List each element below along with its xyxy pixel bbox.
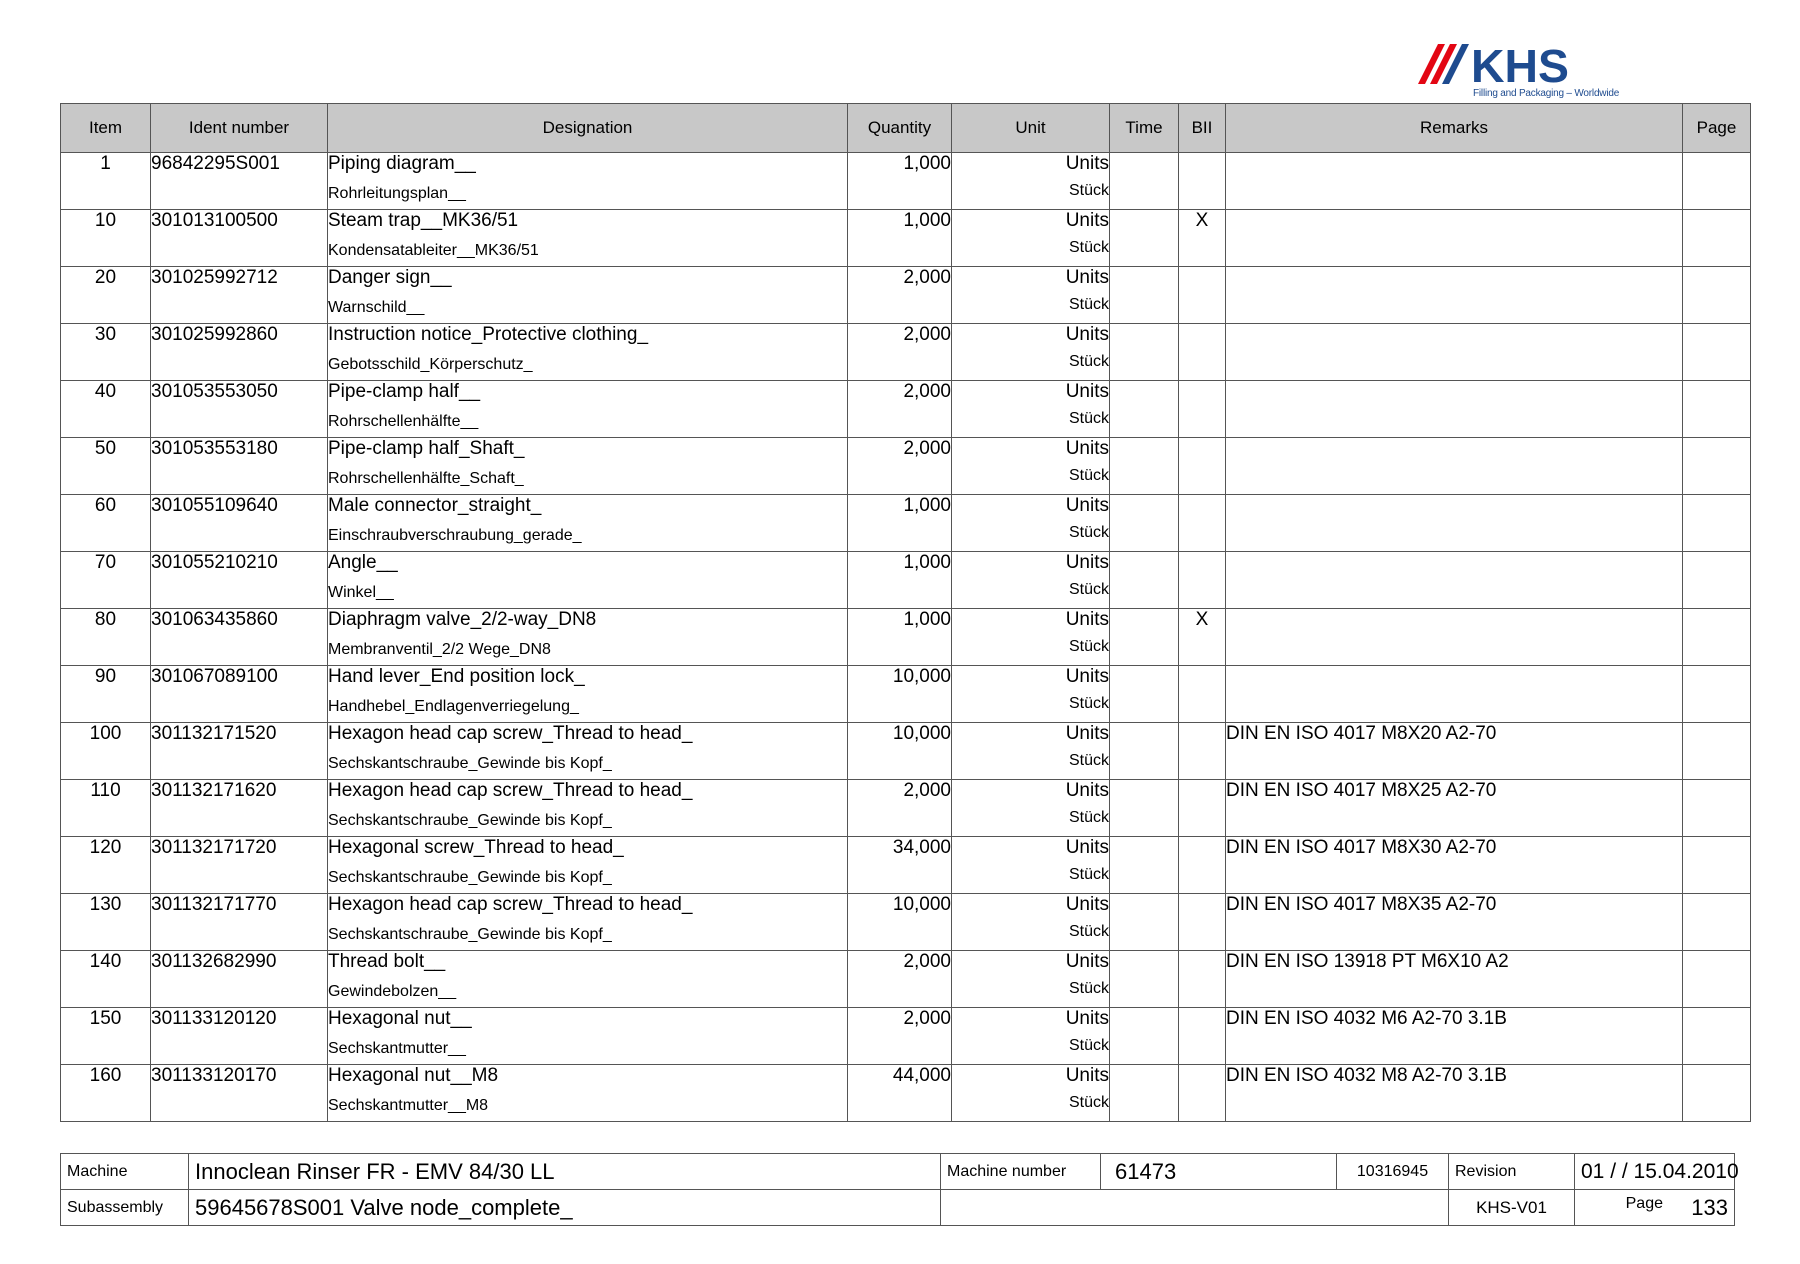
table-body [61, 153, 1751, 1122]
header-remarks: Remarks [1226, 104, 1683, 153]
subassembly-label: Subassembly [61, 1190, 189, 1226]
title-block-row-machine [61, 1154, 1735, 1190]
unit-cell [952, 894, 1110, 951]
unit-cell [952, 951, 1110, 1008]
unit-german: Stück [1068, 239, 1109, 256]
page-ref-cell [1683, 1065, 1751, 1122]
designation-english: Pipe-clamp half_Shaft_ [328, 438, 525, 459]
unit-cell [952, 381, 1110, 438]
quantity: 1,000 [848, 495, 952, 552]
unit-german: Stück [1068, 695, 1109, 712]
designation-english: Hexagon head cap screw_Thread to head_ [328, 723, 693, 744]
unit-english: Units [1065, 552, 1109, 573]
unit-english: Units [1065, 1065, 1109, 1086]
page-ref-cell [1683, 609, 1751, 666]
bll-mark [1179, 723, 1226, 780]
designation-cell [328, 267, 848, 324]
page-ref-cell [1683, 837, 1751, 894]
designation-german: Kondensatableiter__MK36/51 [328, 242, 539, 259]
unit-german: Stück [1068, 1094, 1109, 1111]
unit-english: Units [1065, 153, 1109, 174]
time-cell [1110, 438, 1179, 495]
remarks [1226, 438, 1683, 495]
designation-german: Sechskantmutter__ [328, 1040, 466, 1057]
ident-number: 301013100500 [151, 210, 328, 267]
table-row [61, 495, 1751, 552]
time-cell [1110, 723, 1179, 780]
designation-cell [328, 552, 848, 609]
page-ref-cell [1683, 894, 1751, 951]
title-block-row-subassembly [61, 1190, 1735, 1226]
designation-german: Membranventil_2/2 Wege_DN8 [328, 641, 551, 658]
time-cell [1110, 666, 1179, 723]
time-cell [1110, 1065, 1179, 1122]
item-number: 140 [61, 951, 151, 1008]
remarks: DIN EN ISO 4017 M8X20 A2-70 [1226, 723, 1683, 780]
ident-number: 301133120170 [151, 1065, 328, 1122]
table-row [61, 951, 1751, 1008]
designation-english: Thread bolt__ [328, 951, 446, 972]
ident-number: 301133120120 [151, 1008, 328, 1065]
remarks [1226, 666, 1683, 723]
unit-english: Units [1065, 609, 1109, 630]
title-block [60, 1153, 1739, 1226]
bll-mark [1179, 267, 1226, 324]
unit-english: Units [1065, 837, 1109, 858]
remarks [1226, 495, 1683, 552]
unit-english: Units [1065, 1008, 1109, 1029]
table-row [61, 894, 1751, 951]
logo-tagline: Filling and Packaging – Worldwide [1473, 88, 1620, 99]
time-cell [1110, 153, 1179, 210]
remarks [1226, 153, 1683, 210]
subassembly-value: 59645678S001 Valve node_complete_ [189, 1190, 941, 1226]
unit-german: Stück [1068, 866, 1109, 883]
unit-english: Units [1065, 951, 1109, 972]
ident-number: 301132171620 [151, 780, 328, 837]
item-number: 110 [61, 780, 151, 837]
page-ref-cell [1683, 780, 1751, 837]
item-number: 100 [61, 723, 151, 780]
designation-cell [328, 780, 848, 837]
table-row [61, 609, 1751, 666]
ident-number: 301132171520 [151, 723, 328, 780]
quantity: 2,000 [848, 780, 952, 837]
unit-english: Units [1065, 723, 1109, 744]
bll-mark [1179, 495, 1226, 552]
page-number: 133 [1691, 1194, 1728, 1220]
unit-german: Stück [1068, 923, 1109, 940]
quantity: 2,000 [848, 324, 952, 381]
page-label: Page [1625, 1194, 1663, 1212]
designation-cell [328, 438, 848, 495]
unit-cell [952, 780, 1110, 837]
unit-cell [952, 837, 1110, 894]
page-ref-cell [1683, 210, 1751, 267]
table-row [61, 1008, 1751, 1065]
time-cell [1110, 780, 1179, 837]
designation-german: Sechskantschraube_Gewinde bis Kopf_ [328, 926, 612, 943]
remarks [1226, 267, 1683, 324]
table-row [61, 837, 1751, 894]
bll-mark [1179, 438, 1226, 495]
designation-english: Hexagonal screw_Thread to head_ [328, 837, 624, 858]
unit-german: Stück [1068, 353, 1109, 370]
unit-cell [952, 1065, 1110, 1122]
bll-mark [1179, 552, 1226, 609]
designation-english: Hexagonal nut__ [328, 1008, 472, 1029]
unit-english: Units [1065, 495, 1109, 516]
quantity: 1,000 [848, 609, 952, 666]
designation-german: Handhebel_Endlagenverriegelung_ [328, 698, 579, 715]
header-designation: Designation [328, 104, 848, 153]
quantity: 44,000 [848, 1065, 952, 1122]
designation-english: Hexagon head cap screw_Thread to head_ [328, 894, 693, 915]
khs-logo [1418, 40, 1628, 104]
revision-label: Revision [1449, 1154, 1575, 1190]
logo-text: KHS [1471, 40, 1569, 90]
remarks: DIN EN ISO 4032 M8 A2-70 3.1B [1226, 1065, 1683, 1122]
designation-english: Instruction notice_Protective clothing_ [328, 324, 649, 345]
page-ref-cell [1683, 381, 1751, 438]
time-cell [1110, 894, 1179, 951]
bll-mark [1179, 951, 1226, 1008]
header-item: Item [61, 104, 151, 153]
bll-mark [1179, 381, 1226, 438]
remarks: DIN EN ISO 13918 PT M6X10 A2 [1226, 951, 1683, 1008]
ident-number: 301055210210 [151, 552, 328, 609]
machine-label: Machine [61, 1154, 189, 1190]
item-number: 120 [61, 837, 151, 894]
time-cell [1110, 267, 1179, 324]
unit-cell [952, 723, 1110, 780]
ident-number: 301063435860 [151, 609, 328, 666]
table-row [61, 723, 1751, 780]
designation-german: Sechskantschraube_Gewinde bis Kopf_ [328, 812, 612, 829]
item-number: 130 [61, 894, 151, 951]
unit-cell [952, 609, 1110, 666]
remarks: DIN EN ISO 4017 M8X35 A2-70 [1226, 894, 1683, 951]
machine-number-label: Machine number [941, 1154, 1101, 1190]
designation-cell [328, 1065, 848, 1122]
designation-german: Sechskantmutter__M8 [328, 1097, 489, 1114]
ident-number: 301025992860 [151, 324, 328, 381]
header-ident-number: Ident number [151, 104, 328, 153]
unit-english: Units [1065, 666, 1109, 687]
designation-english: Diaphragm valve_2/2-way_DN8 [328, 609, 597, 630]
designation-cell [328, 153, 848, 210]
unit-cell [952, 210, 1110, 267]
time-cell [1110, 381, 1179, 438]
bll-mark [1179, 780, 1226, 837]
ident-number: 301132171720 [151, 837, 328, 894]
table-row [61, 153, 1751, 210]
designation-german: Gebotsschild_Körperschutz_ [328, 356, 533, 373]
designation-english: Steam trap__MK36/51 [328, 210, 519, 231]
page-ref-cell [1683, 951, 1751, 1008]
page-ref-cell [1683, 438, 1751, 495]
ident-number: 301053553180 [151, 438, 328, 495]
page-ref-cell [1683, 324, 1751, 381]
ident-number: 301132682990 [151, 951, 328, 1008]
designation-cell [328, 723, 848, 780]
ident-number: 301053553050 [151, 381, 328, 438]
remarks: DIN EN ISO 4017 M8X30 A2-70 [1226, 837, 1683, 894]
khs-logo-mark [1418, 40, 1628, 90]
unit-cell [952, 324, 1110, 381]
time-cell [1110, 951, 1179, 1008]
designation-german: Einschraubverschraubung_gerade_ [328, 527, 582, 544]
bll-mark: X [1179, 210, 1226, 267]
remarks [1226, 552, 1683, 609]
unit-german: Stück [1068, 410, 1109, 427]
template-id: KHS-V01 [1449, 1190, 1575, 1226]
item-number: 160 [61, 1065, 151, 1122]
table-row [61, 666, 1751, 723]
bll-mark [1179, 666, 1226, 723]
header-quantity: Quantity [848, 104, 952, 153]
table-row [61, 210, 1751, 267]
remarks: DIN EN ISO 4032 M6 A2-70 3.1B [1226, 1008, 1683, 1065]
table-row [61, 324, 1751, 381]
machine-number-value: 61473 [1101, 1154, 1337, 1190]
time-cell [1110, 1008, 1179, 1065]
unit-english: Units [1065, 210, 1109, 231]
quantity: 34,000 [848, 837, 952, 894]
designation-german: Winkel__ [328, 584, 394, 601]
unit-english: Units [1065, 381, 1109, 402]
quantity: 2,000 [848, 381, 952, 438]
unit-cell [952, 666, 1110, 723]
revision-value: 01 / / 15.04.2010 [1575, 1154, 1735, 1190]
quantity: 10,000 [848, 723, 952, 780]
item-number: 30 [61, 324, 151, 381]
remarks: DIN EN ISO 4017 M8X25 A2-70 [1226, 780, 1683, 837]
bll-mark [1179, 153, 1226, 210]
unit-cell [952, 153, 1110, 210]
unit-german: Stück [1068, 638, 1109, 655]
time-cell [1110, 324, 1179, 381]
unit-german: Stück [1068, 296, 1109, 313]
unit-english: Units [1065, 267, 1109, 288]
remarks [1226, 381, 1683, 438]
unit-german: Stück [1068, 752, 1109, 769]
designation-german: Rohrschellenhälfte__ [328, 413, 479, 430]
page-ref-cell [1683, 153, 1751, 210]
designation-cell [328, 210, 848, 267]
table-row [61, 381, 1751, 438]
designation-english: Pipe-clamp half__ [328, 381, 481, 402]
bll-mark [1179, 1065, 1226, 1122]
page-ref-cell [1683, 552, 1751, 609]
ident-number: 96842295S001 [151, 153, 328, 210]
designation-english: Danger sign__ [328, 267, 452, 288]
designation-cell [328, 324, 848, 381]
header-page: Page [1683, 104, 1751, 153]
designation-english: Hand lever_End position lock_ [328, 666, 585, 687]
designation-german: Rohrleitungsplan__ [328, 185, 466, 202]
page-ref-cell [1683, 267, 1751, 324]
designation-cell [328, 381, 848, 438]
item-number: 70 [61, 552, 151, 609]
unit-cell [952, 552, 1110, 609]
designation-cell [328, 666, 848, 723]
table-row [61, 267, 1751, 324]
quantity: 2,000 [848, 438, 952, 495]
page-ref-cell [1683, 495, 1751, 552]
ident-number: 301132171770 [151, 894, 328, 951]
page-ref-cell [1683, 1008, 1751, 1065]
remarks [1226, 324, 1683, 381]
designation-german: Gewindebolzen__ [328, 983, 457, 1000]
unit-german: Stück [1068, 524, 1109, 541]
item-number: 90 [61, 666, 151, 723]
remarks [1226, 210, 1683, 267]
remarks [1226, 609, 1683, 666]
unit-english: Units [1065, 438, 1109, 459]
item-number: 1 [61, 153, 151, 210]
page-ref-cell [1683, 666, 1751, 723]
quantity: 2,000 [848, 267, 952, 324]
title-block-empty-cell [941, 1190, 1449, 1226]
item-number: 150 [61, 1008, 151, 1065]
ident-number: 301067089100 [151, 666, 328, 723]
designation-cell [328, 495, 848, 552]
designation-cell [328, 1008, 848, 1065]
quantity: 2,000 [848, 1008, 952, 1065]
quantity: 2,000 [848, 951, 952, 1008]
designation-cell [328, 837, 848, 894]
designation-english: Hexagon head cap screw_Thread to head_ [328, 780, 693, 801]
quantity: 1,000 [848, 210, 952, 267]
unit-german: Stück [1068, 182, 1109, 199]
item-number: 60 [61, 495, 151, 552]
unit-cell [952, 1008, 1110, 1065]
ident-number: 301025992712 [151, 267, 328, 324]
bll-mark: X [1179, 609, 1226, 666]
unit-cell [952, 267, 1110, 324]
table-row [61, 438, 1751, 495]
page-ref-cell [1683, 723, 1751, 780]
header-time: Time [1110, 104, 1179, 153]
machine-value: Innoclean Rinser FR - EMV 84/30 LL [189, 1154, 941, 1190]
designation-german: Sechskantschraube_Gewinde bis Kopf_ [328, 869, 612, 886]
ident-number: 301055109640 [151, 495, 328, 552]
unit-german: Stück [1068, 809, 1109, 826]
item-number: 20 [61, 267, 151, 324]
table-row [61, 552, 1751, 609]
item-number: 50 [61, 438, 151, 495]
designation-german: Warnschild__ [328, 299, 425, 316]
unit-german: Stück [1068, 1037, 1109, 1054]
designation-german: Sechskantschraube_Gewinde bis Kopf_ [328, 755, 612, 772]
time-cell [1110, 210, 1179, 267]
table-row [61, 780, 1751, 837]
header-unit: Unit [952, 104, 1110, 153]
designation-english: Hexagonal nut__M8 [328, 1065, 499, 1086]
table-row [61, 1065, 1751, 1122]
bll-mark [1179, 324, 1226, 381]
item-number: 40 [61, 381, 151, 438]
designation-german: Rohrschellenhälfte_Schaft_ [328, 470, 524, 487]
unit-cell [952, 438, 1110, 495]
designation-cell [328, 609, 848, 666]
time-cell [1110, 495, 1179, 552]
quantity: 10,000 [848, 894, 952, 951]
time-cell [1110, 609, 1179, 666]
unit-german: Stück [1068, 980, 1109, 997]
unit-english: Units [1065, 324, 1109, 345]
designation-english: Angle__ [328, 552, 398, 573]
time-cell [1110, 837, 1179, 894]
parts-list-table [60, 103, 1751, 1122]
document-number: 10316945 [1337, 1154, 1449, 1190]
designation-cell [328, 951, 848, 1008]
header-bll: BII [1179, 104, 1226, 153]
designation-english: Piping diagram__ [328, 153, 476, 174]
unit-german: Stück [1068, 581, 1109, 598]
item-number: 80 [61, 609, 151, 666]
unit-cell [952, 495, 1110, 552]
bll-mark [1179, 1008, 1226, 1065]
time-cell [1110, 552, 1179, 609]
quantity: 1,000 [848, 552, 952, 609]
quantity: 10,000 [848, 666, 952, 723]
page-cell [1575, 1190, 1735, 1226]
designation-english: Male connector_straight_ [328, 495, 542, 516]
quantity: 1,000 [848, 153, 952, 210]
bll-mark [1179, 894, 1226, 951]
unit-english: Units [1065, 894, 1109, 915]
unit-english: Units [1065, 780, 1109, 801]
item-number: 10 [61, 210, 151, 267]
unit-german: Stück [1068, 467, 1109, 484]
bll-mark [1179, 837, 1226, 894]
designation-cell [328, 894, 848, 951]
table-header-row [61, 104, 1751, 153]
